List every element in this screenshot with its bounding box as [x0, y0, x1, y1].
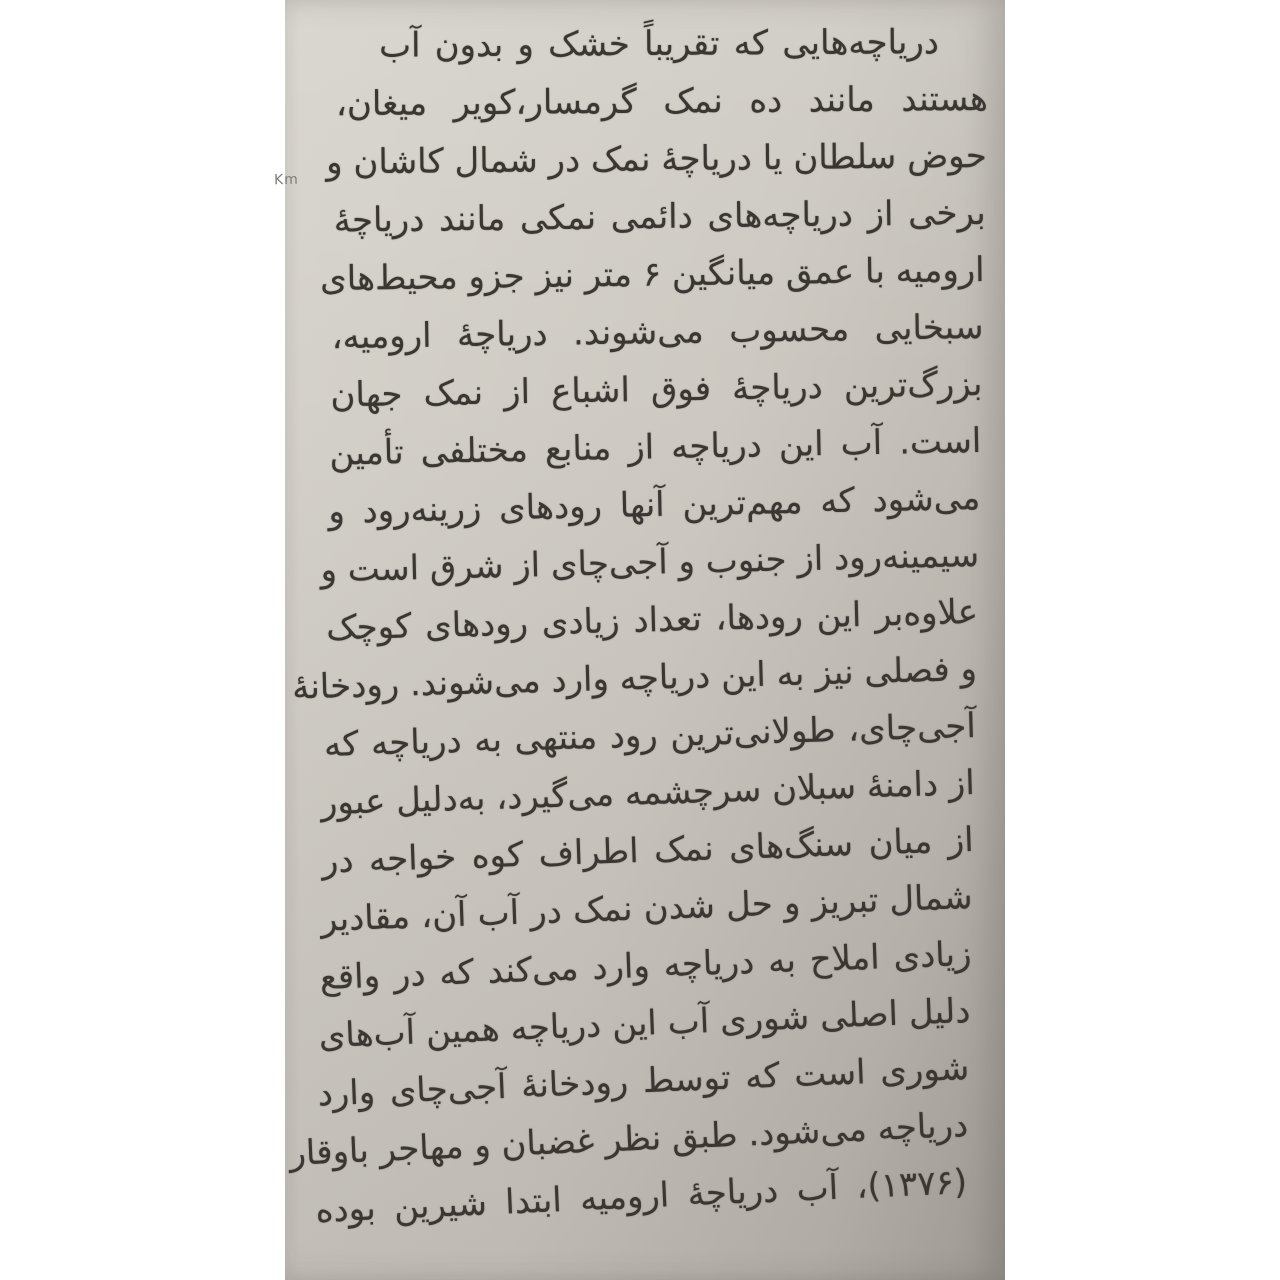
text-line: آجی‌چای، طولانی‌ترین رود منتهی به دریاچه که — [323, 706, 977, 765]
text-line: هستند مانند ده نمک گرمسار،کویر میغان، — [335, 79, 989, 125]
text-line: می‌شود که مهم‌ترین آنها رودهای زرینه‌رود و — [327, 478, 981, 532]
text-line: دریاچه‌هایی که تقریباً خشک و بدون آب — [378, 22, 940, 66]
text-line: دلیل اصلی شوری آب این دریاچه همین آب‌های — [317, 991, 972, 1057]
text-line: زیادی املاح به دریاچه وارد می‌کند که در واقع — [319, 934, 973, 998]
text-line: دریاچه می‌شود. طبق نظر غضبان و مهاجر باوقار — [288, 1105, 969, 1174]
text-line: ارومیه با عمق میانگین ۶ متر نیز جزو محیط‌های — [319, 250, 985, 300]
text-line: از میان سنگ‌های نمک اطراف کوه خواجه در — [321, 820, 975, 882]
text-line: شمال تبریز و حل شدن نمک در آب آن، مقادیر — [320, 877, 974, 940]
paragraph-text — [288, 14, 989, 1231]
text-line: است. آب این دریاچه از منابع مختلفی تأمین — [329, 421, 982, 474]
text-line: برخی از دریاچه‌های دائمی نمکی مانند دریاچهٔ — [333, 193, 986, 241]
text-line: بزرگ‌ترین دریاچهٔ فوق اشباع از نمک جهان — [330, 364, 983, 416]
map-scale-km-label: Km — [273, 171, 299, 189]
text-line: (۱۳۷۶)، آب دریاچهٔ ارومیه ابتدا شیرین بوده — [314, 1162, 968, 1231]
text-line: حوض سلطان یا دریاچهٔ نمک در شمال کاشان و — [325, 136, 987, 183]
text-line: و فصلی نیز به این دریاچه وارد می‌شوند. رودخانهٔ — [291, 649, 978, 708]
text-line: شوری است که توسط رودخانهٔ آجی‌چای وارد — [316, 1048, 970, 1115]
book-page — [273, 0, 1005, 1280]
text-line: از دامنهٔ سبلان سرچشمه می‌گیرد، به‌دلیل عبور — [320, 763, 976, 824]
text-line: سبخایی محسوب می‌شوند. دریاچهٔ ارومیه، — [331, 307, 984, 358]
text-line: علاوه‌بر این رودها، تعداد زیادی رودهای کوچک — [325, 592, 979, 649]
text-line: سیمینه‌رود از جنوب و آجی‌چای از شرق است و — [320, 535, 980, 591]
